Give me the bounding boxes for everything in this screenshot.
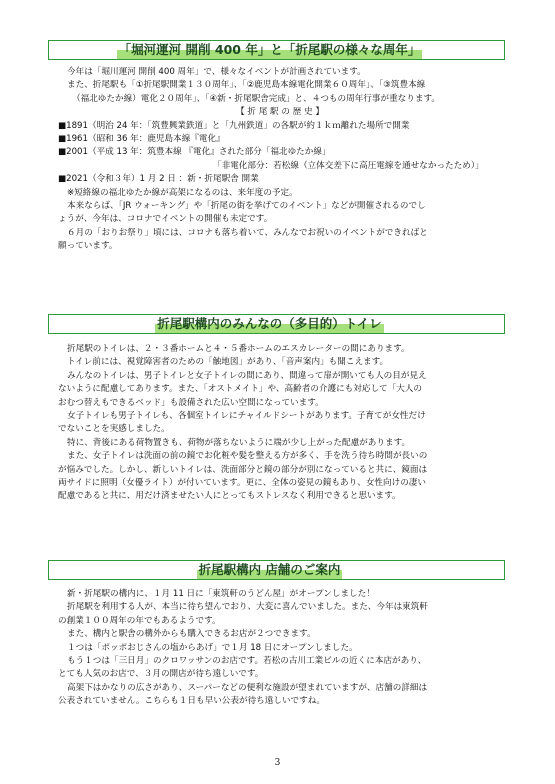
text-line: 公表されていません。こちらも１日も早い公表が待ち遠しいですね。	[58, 696, 325, 707]
text-line: もう１つは「三日月」のクロワッサンのお店です。若松の古川工業ビルの近くに本店があり、	[67, 656, 427, 667]
text-line: トイレ前には、視覚障害者のための「触地図」があり、「音声案内」も聞こえます。	[67, 357, 389, 368]
text-line: 願っています。	[58, 241, 118, 252]
text-line: が悩みでした。しかし、新しいトイレは、洗面部分と鏡の部分が別になっていると共に、鏡面は	[58, 464, 428, 475]
text-line: 【 折 尾 駅 の 歴 史 】	[236, 107, 324, 118]
text-line: 折尾駅のトイレは、２・３番ホームと４・５番ホームのエスカレーターの間にあります。	[67, 344, 410, 354]
heading-text: 「堀河運河 開削 400 年」と「折尾駅の様々な周年」	[118, 42, 421, 57]
text-line: ■2001（平成 13 年：筑豊本線 『電化』された部分「福北ゆたか線」	[58, 147, 331, 158]
section-body-shops	[58, 588, 502, 709]
text-line: ※短絡線の福北ゆたか線が高架になるのは、来年度の予定。	[67, 187, 298, 198]
text-line: また、構内と駅舎の構外からも購入できるお店が２つできます。	[67, 629, 316, 640]
heading-text: 折尾駅構内のみんなの（多目的）トイレ	[157, 316, 382, 331]
section-heading-anniversary	[48, 40, 505, 60]
text-line: ６月の「おりお祭り」頃には、コロナも落ち着いて、みんなでお祝いのイベントができればと	[67, 227, 428, 238]
section-body-toilet	[58, 343, 502, 504]
text-line: 両サイドに照明（女優ライト）が付いています。更に、全体の姿見の鏡もあり、女性向けの凄い	[58, 478, 426, 489]
text-line: 女子トイレも男子トイレも、各個室トイレにチャイルドシートがあります。子育てが女性だけ	[67, 411, 426, 422]
text-line: 本来ならば、「JR ウォーキング」や「折尾の街を挙げてのイベント」などが開催されるのでし	[67, 201, 426, 212]
text-line: ■1961（昭和 36 年：鹿児島本線『電化』	[58, 134, 225, 145]
text-line: 折尾駅を利用する人が、本当に待ち望んでおり、大変に喜んでいました。また、今年は東筑軒	[67, 602, 428, 613]
text-line: また、女子トイレは洗面の前の鏡でお化粧や髪を整える方が多く、手を洗う待ち時間が長いの	[67, 451, 428, 462]
text-line: 新・折尾駅の構内に、１月 11 日に「東筑軒のうどん屋」がオープンしました！	[67, 589, 375, 599]
page-number: 3	[274, 758, 281, 768]
text-line: とても人気のお店で、３月の開店が待ち遠しいです。	[58, 669, 264, 680]
text-line: 配慮であると共に、用だけ済ませたい人にとってもストレスなく利用できると思います。	[58, 491, 401, 502]
text-line: １つは「ポッポおじさんの塩からあげ」で１月 18 日にオープンしました。	[67, 642, 358, 653]
text-line: ■1891（明治 24 年：「筑豊興業鉄道」と「九州鉄道」の各駅が約１ｋｍ離れた場所で開業	[58, 120, 410, 131]
section-heading-shops	[48, 560, 505, 580]
text-line: 高架下はかなりの広さがあり、スーパーなどの便利な施設が望まれていますが、店舗の詳細は	[67, 682, 428, 693]
section-body-anniversary	[58, 66, 502, 254]
text-line: 「非電化部分：若松線（立体交差下に高圧電線を通せなかったため）」	[213, 160, 484, 171]
text-line: でないことを実感しました。	[58, 424, 170, 435]
text-line: みんなのトイレは、男子トイレと女子トイレの間にあり、間違って扉が開いても人の目が見え	[67, 370, 427, 381]
text-line: ないように配慮してあります。また、「オストメイト」や、高齢者の介護にも対応して「大人の	[58, 384, 423, 395]
heading-text: 折尾駅構内 店舗のご案内	[198, 562, 341, 577]
text-line: の創業１００周年の年でもあるようです。	[58, 615, 221, 626]
text-line: また、折尾駅も「①折尾駅開業１３０周年」、「②鹿児島本線電化開業６０周年」、「③筑豊本線	[67, 80, 426, 91]
text-line: （福北ゆたか線）電化２０周年」、「④新・折尾駅舎完成」と、４つもの周年行事が重なります。	[72, 93, 440, 104]
text-line: ょうが、今年は、コロナでイベントの開催も未定です。	[58, 214, 273, 225]
text-line: 今年は「堀川運河 開削 400 周年」で、様々なイベントが計画されています。	[67, 67, 366, 77]
text-line: 特に、背後にある荷物置きも、荷物が落ちないように端が少し上がった配慮があります。	[67, 437, 411, 448]
text-line: ■2021（令和３年）1 月 2 日 ：新・折尾駅舎 開業	[58, 174, 259, 185]
text-line: おむつ替えもできるベッド」も設備された広い空間になっています。	[58, 397, 324, 408]
section-heading-toilet	[48, 314, 505, 334]
